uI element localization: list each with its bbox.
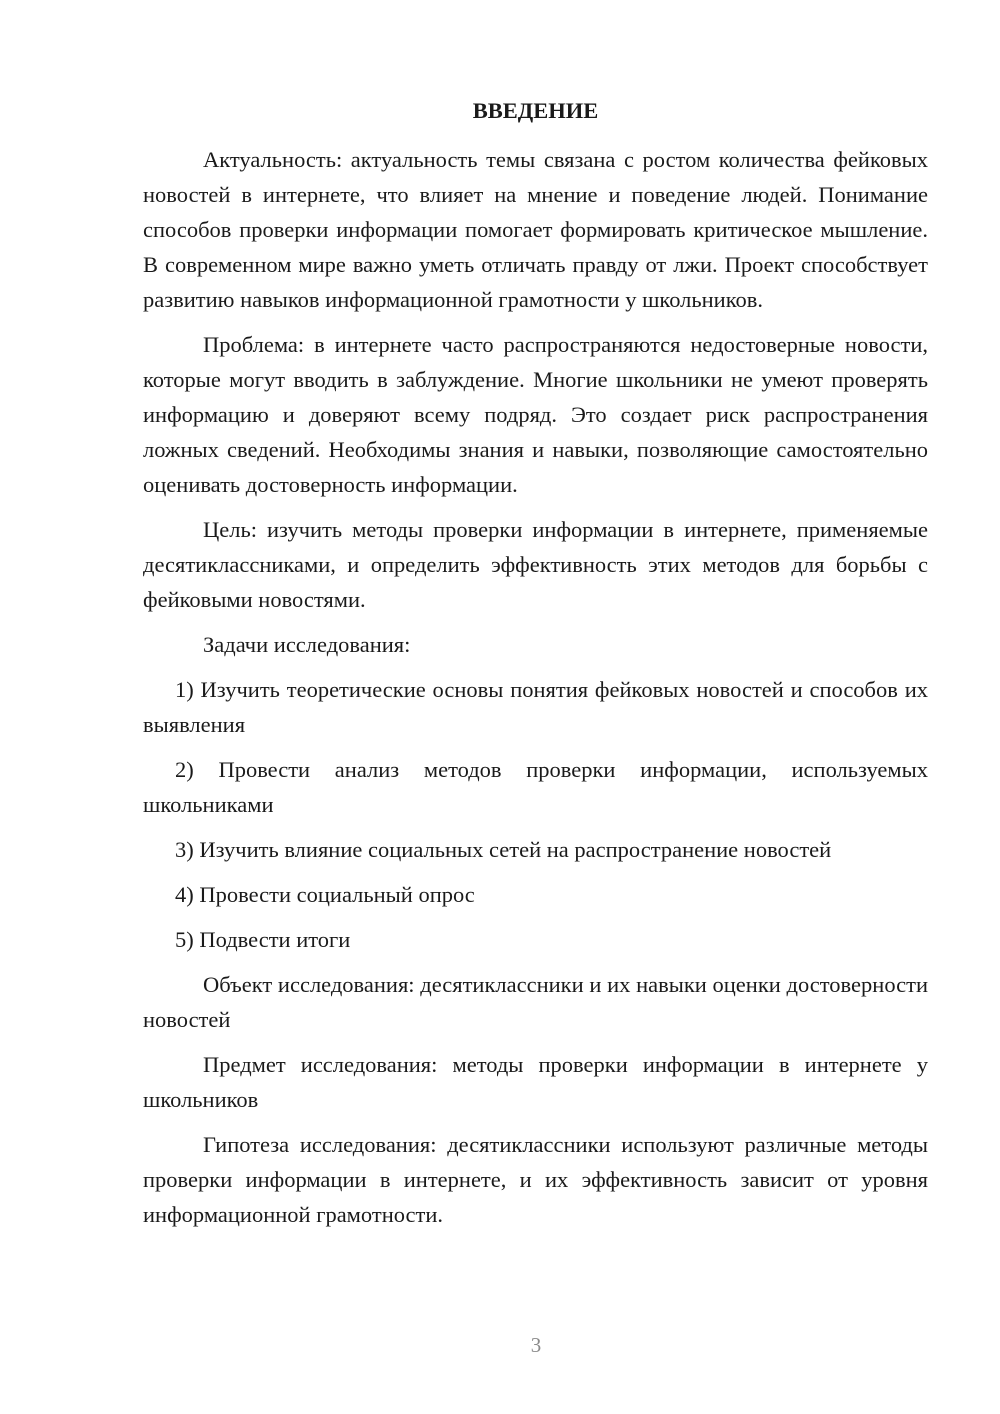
task-item: 1) Изучить теоретические основы понятия фейковых новостей и способов их выявления xyxy=(143,677,928,737)
relevance-paragraph: Актуальность: актуальность темы связана с ростом количества фейковых новостей в интернете, что влияет на мнение и поведение людей. Понимание способов проверки информации помогает формировать критическое мышление. В современном мире важно уметь отличать правду от лжи. Проект способствует развитию навыков информационной грамотности у школьников. xyxy=(143,147,928,312)
problem-paragraph: Проблема: в интернете часто распространяются недостоверные новости, которые могут вводить в заблуждение. Многие школьники не умеют проверять информацию и доверяют всему подряд. Это создает риск распространения ложных сведений. Необходимы знания и навыки, позволяющие самостоятельно оценивать достоверность информации. xyxy=(143,332,928,497)
task-item: 2) Провести анализ методов проверки информации, используемых школьниками xyxy=(143,757,928,817)
subject-paragraph: Предмет исследования: методы проверки информации в интернете у школьников xyxy=(143,1052,928,1112)
goal-paragraph: Цель: изучить методы проверки информации в интернете, применяемые десятиклассниками, и определить эффективность этих методов для борьбы с фейковыми новостями. xyxy=(143,517,928,612)
task-item: 5) Подвести итоги xyxy=(175,927,351,952)
hypothesis-paragraph: Гипотеза исследования: десятиклассники используют различные методы проверки информации в интернете, и их эффективность зависит от уровня информационной грамотности. xyxy=(143,1132,928,1227)
object-paragraph: Объект исследования: десятиклассники и их навыки оценки достоверности новостей xyxy=(143,972,928,1032)
task-item: 4) Провести социальный опрос xyxy=(175,882,475,907)
task-item: 3) Изучить влияние социальных сетей на распространение новостей xyxy=(175,837,832,862)
page-content xyxy=(143,94,928,1242)
tasks-heading: Задачи исследования: xyxy=(203,632,411,657)
page-number: 3 xyxy=(530,1333,542,1357)
section-title: ВВЕДЕНИЕ xyxy=(472,98,599,123)
